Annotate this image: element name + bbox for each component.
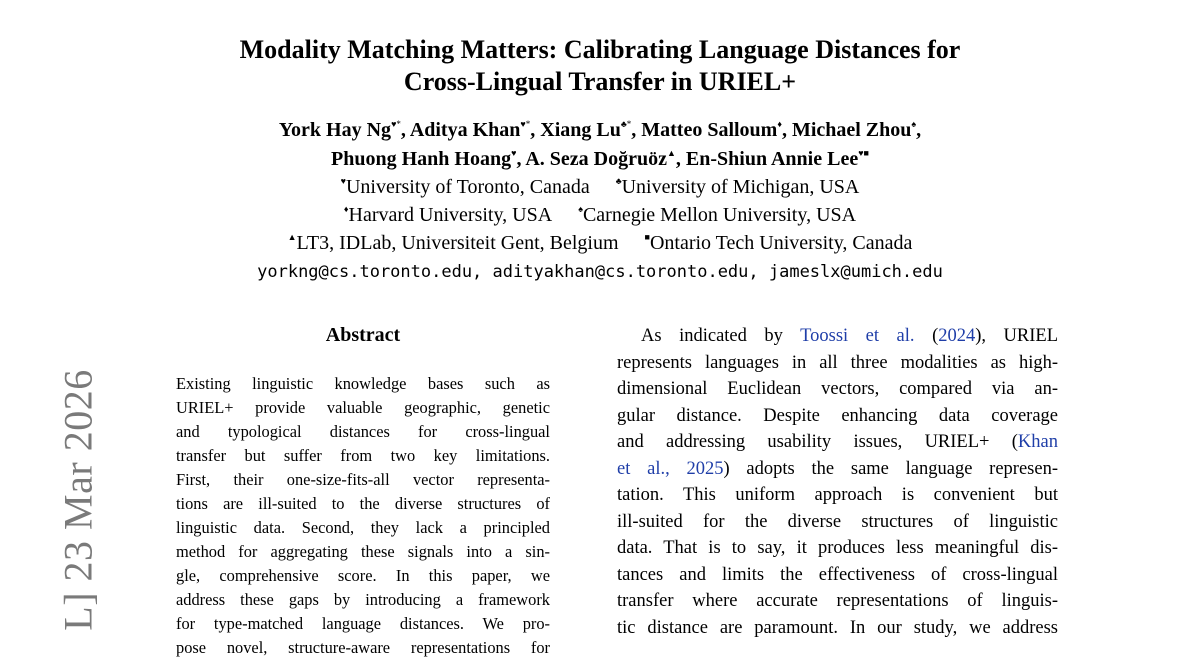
body-text: tation. This uniform approach is convenient but	[617, 485, 1058, 505]
body-text: ) adopts the same language represen-	[723, 458, 1059, 479]
affiliation-mark: ♥	[340, 176, 346, 186]
affiliation-mark: ♦	[343, 204, 349, 214]
abstract-line: pose novel, structure-aware representations for	[176, 638, 550, 657]
body-text: tic distance are paramount. In our study, we address	[617, 617, 1058, 638]
author-separator: ,	[631, 119, 642, 141]
author-mark: ♥*	[391, 119, 401, 129]
author-separator: ,	[675, 148, 686, 170]
affiliation-mark: ♠	[578, 204, 583, 214]
abstract-line: and typological distances for cross-lingual	[176, 422, 550, 441]
author-name: Xiang Lu	[540, 119, 621, 141]
affiliation-name: LT3, IDLab, Universiteit Gent, Belgium	[296, 232, 619, 254]
affiliation-mark: ▲	[287, 232, 297, 242]
body-line	[617, 535, 1058, 562]
body-line	[617, 482, 1058, 509]
abstract-heading: Abstract	[325, 324, 401, 346]
body-line	[617, 376, 1058, 403]
body-text: data. That is to say, it produces less meaningful dis-	[617, 538, 1058, 558]
abstract-line: for type-matched language distances. We pro-	[176, 614, 550, 633]
intro-paragraph	[617, 323, 1058, 641]
abstract-line: method for aggregating these signals into a sin-	[176, 542, 550, 561]
body-text: represents languages in all three modalities as high-	[617, 352, 1058, 373]
body-text: transfer where accurate representations of linguis-	[617, 591, 1058, 611]
abstract-body	[176, 372, 550, 660]
citation-link[interactable]: Khan	[1017, 432, 1058, 452]
affiliation-row	[0, 229, 1200, 257]
abstract-line: URIEL+ provide valuable geographic, genetic	[176, 398, 550, 417]
author-mark: ♥*	[520, 119, 531, 129]
title-line-2: Cross-Lingual Transfer in URIEL+	[403, 67, 797, 96]
abstract-line: Existing linguistic knowledge bases such as	[176, 374, 550, 393]
author-separator: ,	[400, 119, 410, 141]
author-emails: yorkng@cs.toronto.edu, adityakhan@cs.toronto.edu, jameslx@umich.edu	[257, 262, 943, 282]
author-name: Matteo Salloum	[641, 119, 778, 141]
author-separator: ,	[516, 148, 526, 170]
author-mark: ▲	[666, 148, 676, 158]
body-text: dimensional Euclidean vectors, compared via an-	[617, 379, 1058, 399]
body-text: and addressing usability issues, URIEL+ (	[617, 432, 1018, 452]
author-mark: ♦	[777, 119, 782, 129]
body-text: gular distance. Despite enhancing data coverage	[617, 405, 1058, 426]
body-line	[617, 456, 1058, 483]
body-text: tances and limits the effectiveness of cross-lingual	[617, 564, 1058, 585]
title-line-1: Modality Matching Matters: Calibrating Language Distances for	[239, 35, 961, 64]
body-line	[617, 509, 1058, 536]
affiliation-list	[0, 173, 1200, 257]
author-name: A. Seza Doğruöz	[525, 148, 667, 170]
affiliation-name: Harvard University, USA	[348, 204, 553, 226]
abstract-line: linguistic data. Second, they lack a principled	[176, 518, 550, 537]
citation-link[interactable]: et al., 2025	[617, 458, 724, 479]
affiliation-mark: ♣	[615, 176, 622, 186]
abstract-line: tions are ill-suited to the diverse structures of	[176, 494, 550, 513]
body-line	[617, 615, 1058, 642]
author-line-1	[0, 116, 1200, 145]
body-line	[617, 429, 1058, 456]
author-name: Aditya Khan	[409, 119, 521, 141]
author-separator: ,	[530, 119, 541, 141]
body-line	[617, 588, 1058, 615]
author-name: Phuong Hanh Hoang	[331, 148, 512, 170]
author-line-2	[0, 145, 1200, 174]
affiliation-row	[0, 173, 1200, 201]
author-name: En-Shiun Annie Lee	[685, 148, 859, 170]
author-mark: ♠	[911, 119, 917, 129]
body-line	[617, 350, 1058, 377]
affiliation-name: Ontario Tech University, Canada	[649, 232, 913, 254]
affiliation-name: University of Toronto, Canada	[345, 176, 590, 198]
paper-title	[0, 34, 1200, 98]
author-name: York Hay Ng	[278, 119, 392, 141]
affiliation-mark: ■	[644, 232, 650, 242]
affiliation-name: University of Michigan, USA	[621, 176, 860, 198]
author-separator: ,	[781, 119, 792, 141]
arxiv-side-stamp: L] 23 Mar 2026	[55, 369, 101, 631]
body-line	[617, 323, 1058, 350]
body-text: ), URIEL	[975, 326, 1059, 346]
author-separator: ,	[916, 119, 922, 141]
author-mark: ♥■	[858, 148, 869, 158]
author-mark: ♥	[511, 148, 517, 158]
body-text: (	[914, 326, 939, 346]
citation-link[interactable]: Toossi et al.	[800, 326, 915, 346]
body-line	[617, 562, 1058, 589]
author-mark: ♣*	[620, 119, 632, 129]
abstract-line: transfer but suffer from two key limitations.	[176, 446, 550, 465]
abstract-line: gle, comprehensive score. In this paper, we	[176, 566, 550, 585]
body-text: ill-suited for the diverse structures of linguistic	[617, 511, 1058, 532]
author-list	[0, 116, 1200, 174]
body-text: As indicated by	[641, 326, 801, 346]
affiliation-name: Carnegie Mellon University, USA	[582, 204, 857, 226]
body-line	[617, 403, 1058, 430]
author-name: Michael Zhou	[791, 119, 912, 141]
citation-link[interactable]: 2024	[938, 326, 976, 346]
abstract-line: First, their one-size-fits-all vector representa-	[176, 470, 550, 489]
abstract-line: address these gaps by introducing a framework	[176, 590, 550, 609]
affiliation-row	[0, 201, 1200, 229]
